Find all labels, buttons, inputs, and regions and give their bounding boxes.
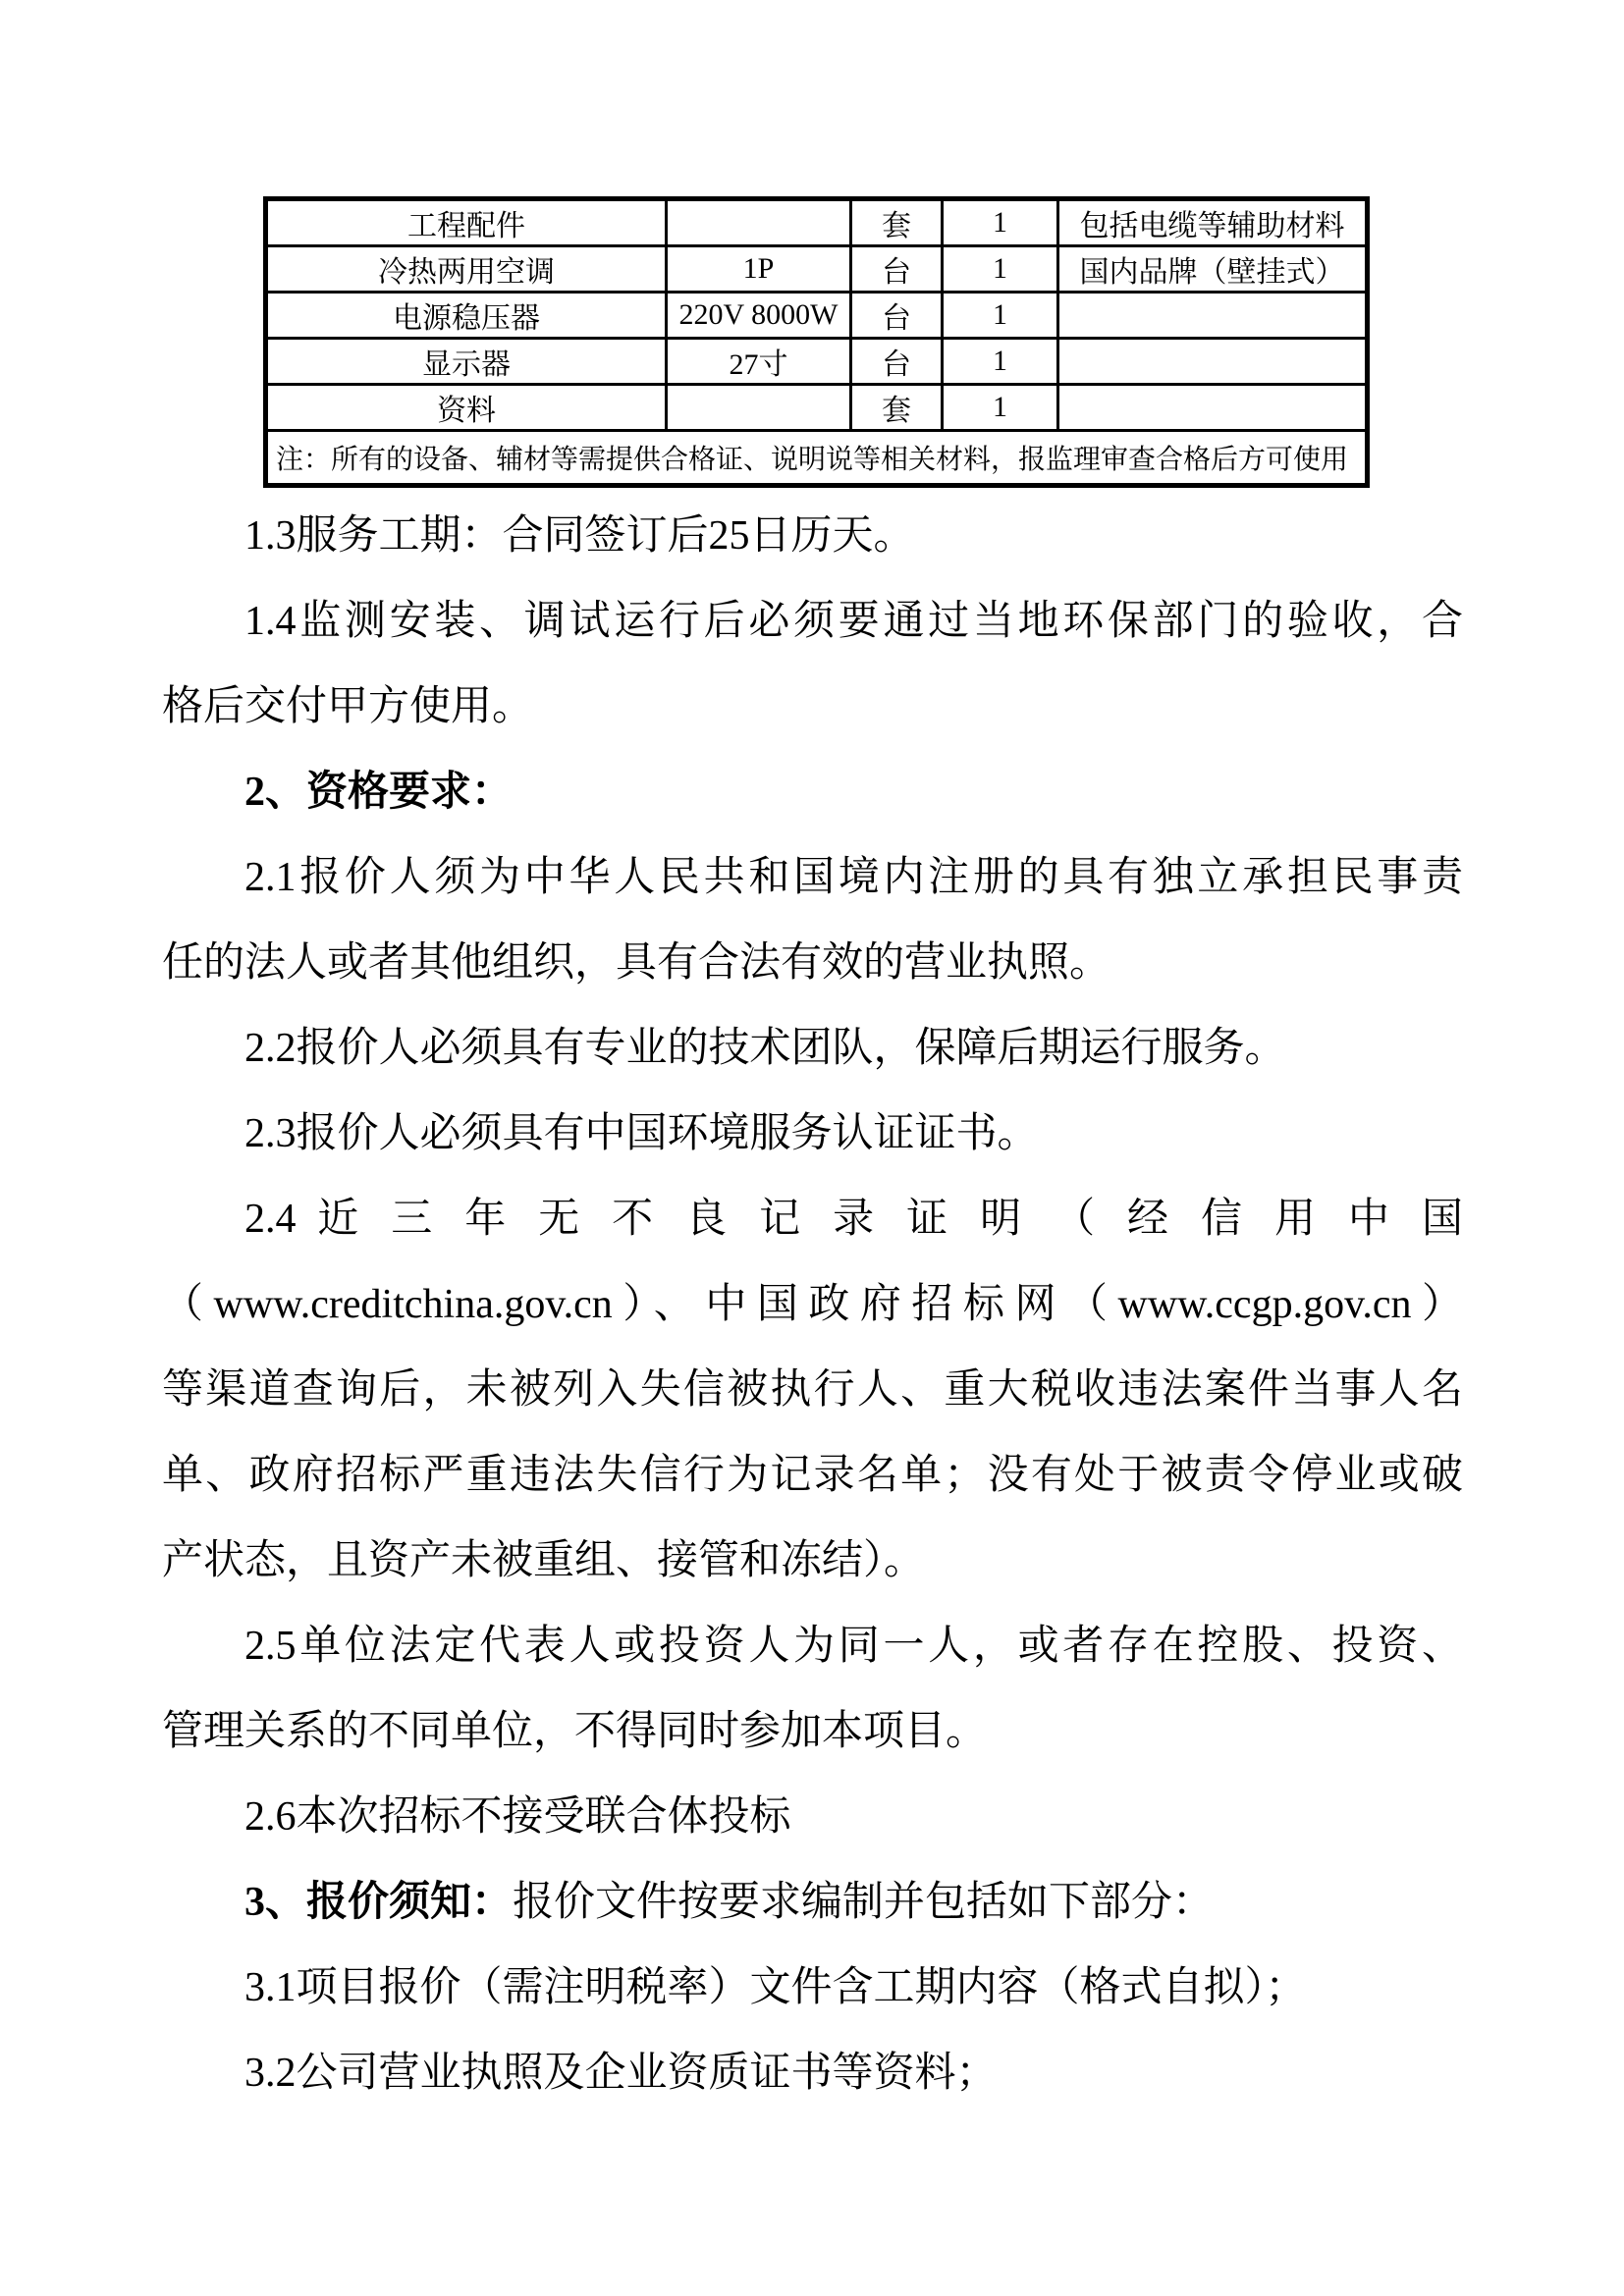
cell-equipment-name: 工程配件 (266, 199, 667, 246)
text-line-text: 3.1项目报价（需注明税率）文件含工期内容（格式自拟）； (244, 1965, 1307, 2010)
cell-quantity: 1 (943, 199, 1058, 246)
text-line (162, 1604, 1463, 1689)
text-line (162, 665, 1463, 750)
cell-equipment-name: 电源稳压器 (266, 293, 667, 339)
cell-unit: 套 (851, 199, 943, 246)
document-body (162, 494, 1463, 2116)
cell-unit: 台 (851, 339, 943, 385)
cell-remark: 包括电缆等辅助材料 (1058, 199, 1368, 246)
text-line (162, 1177, 1463, 1262)
table-row (266, 339, 1368, 385)
text-line (162, 921, 1463, 1006)
cell-spec: 1P (667, 246, 851, 293)
table-note: 注：所有的设备、辅材等需提供合格证、说明说等相关材料，报监理审查合格后方可使用 (266, 431, 1368, 486)
text-line-text: （www.creditchina.gov.cn）、中国政府招标网（www.ccgp.gov.cn） (162, 1282, 1463, 1327)
text-line (162, 1092, 1463, 1177)
text-line (162, 494, 1463, 579)
cell-unit: 台 (851, 246, 943, 293)
text-line-text: 等渠道查询后，未被列入失信被执行人、重大税收违法案件当事人名 (162, 1367, 1463, 1413)
table-row (266, 293, 1368, 339)
cell-unit: 套 (851, 385, 943, 431)
cell-quantity: 1 (943, 339, 1058, 385)
text-line (162, 1348, 1463, 1433)
text-line-text: 1.3服务工期：合同签订后25日历天。 (244, 513, 915, 559)
text-line (162, 1775, 1463, 1860)
table-note-row (266, 431, 1368, 486)
equipment-table (263, 196, 1370, 488)
text-line-text: 1.4监测安装、调试运行后必须要通过当地环保部门的验收，合 (244, 599, 1463, 644)
text-line-text: 格后交付甲方使用。 (162, 684, 534, 729)
cell-spec (667, 199, 851, 246)
cell-spec: 27寸 (667, 339, 851, 385)
text-line (162, 1860, 1463, 1946)
text-line-text: 2.5单位法定代表人或投资人为同一人，或者存在控股、投资、 (244, 1624, 1463, 1669)
text-line-text: 2.4 近 三 年 无 不 良 记 录 证 明 （ 经 信 用 中 国 (244, 1197, 1463, 1242)
table-row (266, 385, 1368, 431)
text-line (162, 579, 1463, 665)
text-line-text: 任的法人或者其他组织，具有合法有效的营业执照。 (162, 940, 1111, 986)
cell-remark (1058, 293, 1368, 339)
text-line-text: 2.2报价人必须具有专业的技术团队，保障后期运行服务。 (244, 1026, 1286, 1071)
cell-equipment-name: 显示器 (266, 339, 667, 385)
text-line-bold-lead: 3、报价须知： (244, 1880, 514, 1925)
text-line-text: 2.6本次招标不接受联合体投标 (244, 1794, 791, 1840)
cell-spec: 220V 8000W (667, 293, 851, 339)
text-line (162, 750, 1463, 835)
cell-equipment-name: 冷热两用空调 (266, 246, 667, 293)
text-line-text: 3.2公司营业执照及企业资质证书等资料； (244, 2051, 998, 2096)
text-line (162, 1433, 1463, 1519)
cell-remark: 国内品牌（壁挂式） (1058, 246, 1368, 293)
text-line-text: 管理关系的不同单位，不得同时参加本项目。 (162, 1709, 988, 1754)
cell-unit: 台 (851, 293, 943, 339)
text-line-text: 报价文件按要求编制并包括如下部分： (513, 1880, 1215, 1925)
text-line (162, 1262, 1463, 1348)
text-line (162, 2031, 1463, 2116)
cell-quantity: 1 (943, 246, 1058, 293)
text-line (162, 1006, 1463, 1092)
table-row (266, 246, 1368, 293)
table-row (266, 199, 1368, 246)
text-line-text: 2.1报价人须为中华人民共和国境内注册的具有独立承担民事责 (244, 855, 1463, 900)
text-line-text: 产状态，且资产未被重组、接管和冻结）。 (162, 1538, 926, 1583)
text-line (162, 1689, 1463, 1775)
cell-remark (1058, 385, 1368, 431)
text-line (162, 1519, 1463, 1604)
text-line-text: 单、政府招标严重违法失信行为记录名单；没有处于被责令停业或破 (162, 1453, 1463, 1498)
text-line (162, 835, 1463, 921)
text-line (162, 1946, 1463, 2031)
cell-quantity: 1 (943, 385, 1058, 431)
cell-quantity: 1 (943, 293, 1058, 339)
text-line-bold-lead: 2、资格要求： (244, 770, 514, 815)
cell-remark (1058, 339, 1368, 385)
cell-spec (667, 385, 851, 431)
cell-equipment-name: 资料 (266, 385, 667, 431)
text-line-text: 2.3报价人必须具有中国环境服务认证证书。 (244, 1111, 1039, 1156)
